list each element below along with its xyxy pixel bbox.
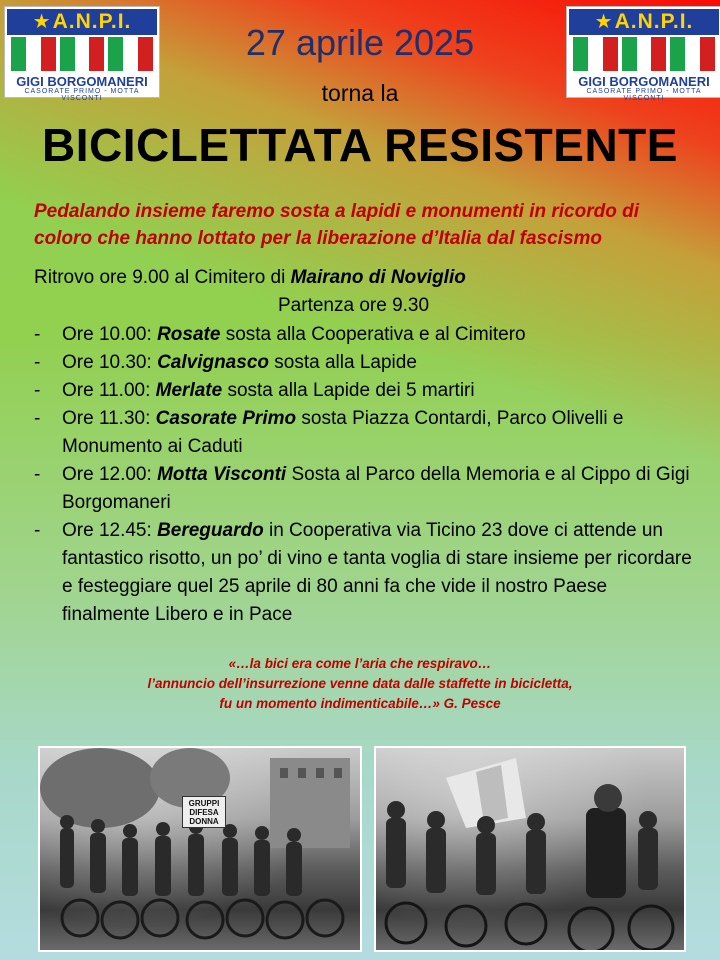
- quote-line: l’annuncio dell’insurrezione venne data dalle staffette in bicicletta,: [147, 676, 573, 691]
- italian-flag-icon: [622, 37, 667, 71]
- people-group: [60, 815, 302, 896]
- italian-flag-icon: [573, 37, 618, 71]
- meeting-place: Mairano di Noviglio: [290, 267, 466, 288]
- bullet-dash: -: [34, 380, 41, 401]
- list-item: - Ore 10.00: Rosate sosta alla Cooperativa e al Cimitero: [34, 321, 694, 349]
- anpi-logo-left: [4, 6, 160, 102]
- logo-brand: ★A.N.P.I.: [569, 9, 719, 35]
- event-date: 27 aprile 2025: [245, 22, 475, 63]
- logo-name: GIGI BORGOMANERI: [578, 74, 710, 89]
- photo-illustration: [376, 748, 684, 950]
- list-item: - Ore 11.00: Merlate sosta alla Lapide dei 5 martiri: [34, 377, 694, 405]
- logo-name: GIGI BORGOMANERI: [16, 74, 148, 89]
- bullet-dash: -: [34, 408, 41, 429]
- departure-line: Partenza ore 9.30: [278, 295, 430, 316]
- photo-illustration: [40, 748, 360, 950]
- logo-subtitle: CASORATE PRIMO - MOTTA VISCONTI: [24, 88, 140, 102]
- anpi-logo-right: [566, 6, 720, 102]
- event-subtitle: torna la: [321, 80, 399, 106]
- bicycle-wheels: [386, 903, 673, 950]
- quote-line: «…la bici era come l’aria che respiravo…: [228, 656, 492, 671]
- italian-flag-icon: [60, 37, 105, 71]
- bullet-dash: -: [34, 352, 41, 373]
- historic-photo-partisans-cyclists: [374, 746, 686, 952]
- star-icon: ★: [594, 11, 614, 33]
- list-item: - Ore 11.30: Casorate Primo sosta Piazza Contardi, Parco Olivelli e Monumento ai Caduti: [34, 405, 694, 461]
- italian-flag-icon: [670, 37, 715, 71]
- italian-flag-icon: [11, 37, 56, 71]
- list-item: - Ore 12.45: Bereguardo in Cooperativa via Ticino 23 dove ci attende un fantastico risotto, un po’ di vino e tanta voglia di stare insieme per ricordare e festeggiare quel 25 aprile di 80 anni fa che vide il nostro Paese finalmente Libero e in Pace: [34, 517, 694, 629]
- photo-sign: GRUPPI DIFESA DONNA: [182, 796, 226, 828]
- logo-flags: [7, 37, 157, 71]
- logo-flags: [569, 37, 719, 71]
- bullet-dash: -: [34, 464, 41, 485]
- italian-flag-icon: [108, 37, 153, 71]
- meeting-prefix: Ritrovo ore 9.00 al Cimitero di: [34, 267, 291, 288]
- meeting-line: [34, 264, 694, 292]
- logo-brand: ★A.N.P.I.: [7, 9, 157, 35]
- star-icon: ★: [32, 11, 52, 33]
- list-item: - Ore 10.30: Calvignasco sosta alla Lapide: [34, 349, 694, 377]
- bicycle-wheels: [62, 900, 343, 938]
- quote: [60, 654, 660, 714]
- quote-line: fu un momento indimenticabile…» G. Pesce: [219, 696, 501, 711]
- stops-list: [34, 321, 694, 629]
- bullet-dash: -: [34, 520, 41, 541]
- intro-text: Pedalando insieme faremo sosta a lapidi e monumenti in ricordo di coloro che hanno lottato per la liberazione d’Italia dal fascismo: [34, 201, 639, 249]
- historic-photo-women-cyclists: [38, 746, 362, 952]
- event-title: BICICLETTATA RESISTENTE: [42, 119, 678, 171]
- bullet-dash: -: [34, 324, 41, 345]
- logo-subtitle: CASORATE PRIMO - MOTTA VISCONTI: [586, 88, 702, 102]
- list-item: - Ore 12.00: Motta Visconti Sosta al Parco della Memoria e al Cippo di Gigi Borgomaneri: [34, 461, 694, 517]
